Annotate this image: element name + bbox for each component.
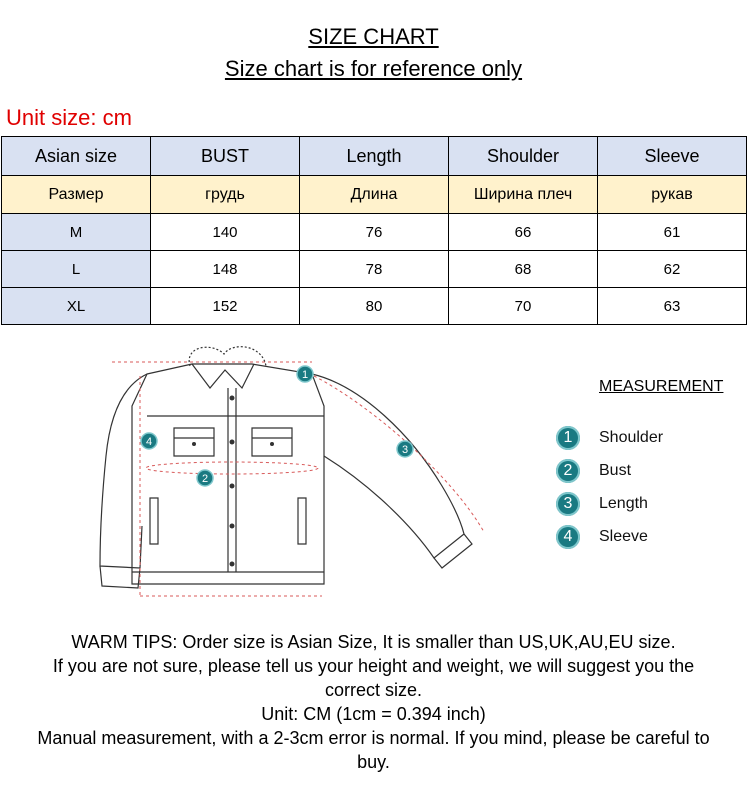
legend-label: Shoulder	[599, 429, 664, 446]
legend-label: Length	[599, 495, 648, 512]
table-cell: 61	[598, 214, 747, 251]
table-header-row-ru	[2, 176, 747, 214]
table-cell: 78	[300, 251, 449, 288]
marker-2: 2	[201, 473, 209, 485]
measurement-markers	[141, 366, 413, 486]
table-cell: 152	[151, 288, 300, 325]
table-row	[2, 288, 747, 325]
warm-tips-line-2: If you are not sure, please tell us your height and weight, we will suggest you the	[52, 656, 695, 676]
table-cell: 148	[151, 251, 300, 288]
marker-4: 4	[145, 436, 153, 448]
table-cell: 62	[598, 251, 747, 288]
legend-label: Sleeve	[599, 528, 648, 545]
table-row	[2, 214, 747, 251]
legend-label: Bust	[599, 462, 632, 479]
table-cell: L	[2, 251, 151, 288]
size-table	[1, 136, 747, 325]
header-cell: Sleeve	[598, 137, 747, 176]
jacket-outline	[100, 347, 472, 588]
table-header-row	[2, 137, 747, 176]
unit-note: Unit: CM (1cm = 0.394 inch)	[261, 704, 486, 724]
marker-3: 3	[401, 444, 409, 456]
header-cell-ru: грудь	[151, 176, 300, 214]
number-badge: 4	[556, 525, 580, 549]
number-badge: 2	[556, 459, 580, 483]
table-cell: XL	[2, 288, 151, 325]
table-cell: 70	[449, 288, 598, 325]
table-cell: 66	[449, 214, 598, 251]
jacket-diagram	[92, 336, 502, 606]
table-cell: 68	[449, 251, 598, 288]
error-note-line-2: buy.	[357, 752, 390, 772]
legend-title: MEASUREMENT	[599, 378, 724, 395]
page-subtitle: Size chart is for reference only	[224, 56, 523, 81]
table-cell: 63	[598, 288, 747, 325]
header-cell: BUST	[151, 137, 300, 176]
error-note-line-1: Manual measurement, with a 2-3cm error is normal. If you mind, please be careful to	[37, 728, 710, 748]
header-cell: Shoulder	[449, 137, 598, 176]
table-cell: 140	[151, 214, 300, 251]
table-cell: 80	[300, 288, 449, 325]
measurement-guides	[112, 362, 484, 596]
number-badge: 1	[556, 426, 580, 450]
header-cell-ru: Размер	[2, 176, 151, 214]
header-cell: Asian size	[2, 137, 151, 176]
marker-1: 1	[301, 369, 309, 381]
page-title: SIZE CHART	[308, 24, 439, 49]
header-cell-ru: Ширина плеч	[449, 176, 598, 214]
header-cell-ru: рукав	[598, 176, 747, 214]
table-cell: 76	[300, 214, 449, 251]
table-row	[2, 251, 747, 288]
warm-tips-line-3: correct size.	[324, 680, 423, 700]
warm-tips-line-1: WARM TIPS: Order size is Asian Size, It is smaller than US,UK,AU,EU size.	[71, 632, 676, 652]
header-cell: Length	[300, 137, 449, 176]
header-cell-ru: Длина	[300, 176, 449, 214]
table-cell: M	[2, 214, 151, 251]
unit-label: Unit size: cm	[6, 105, 132, 130]
number-badge: 3	[556, 492, 580, 516]
